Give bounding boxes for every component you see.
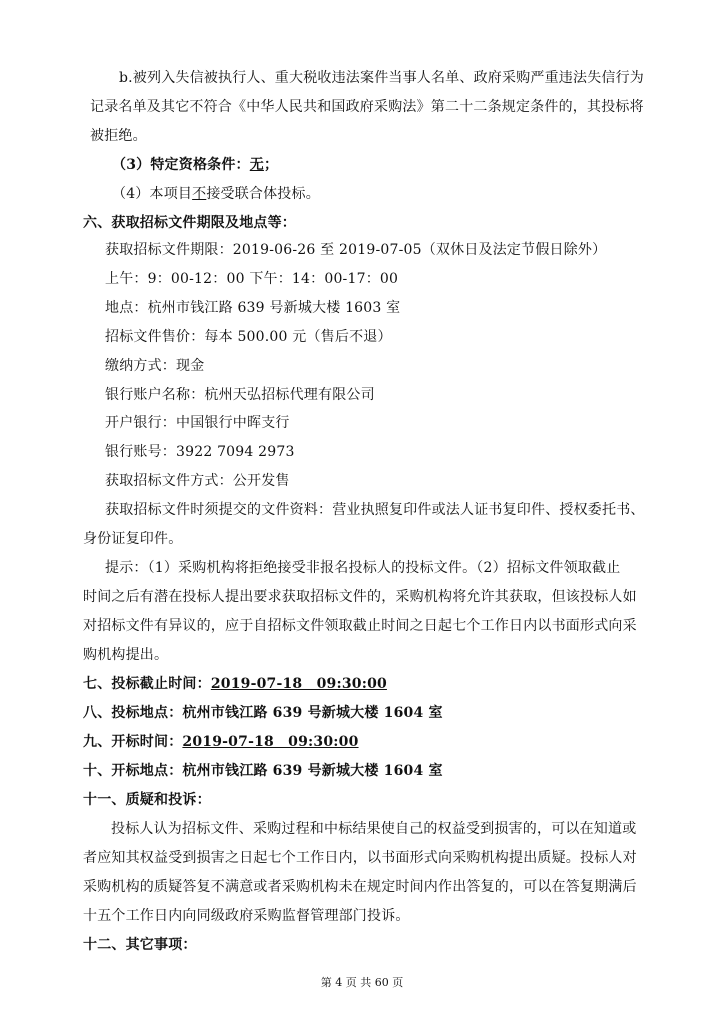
consortium-suffix: 接受联合体投标。	[206, 186, 320, 202]
tips-line4: 购机构提出。	[83, 647, 169, 663]
tips-line1: 提示：（1）采购机构将拒绝接受非报名投标人的投标文件。（2）招标文件领取截止	[105, 560, 621, 576]
opening-time	[83, 733, 359, 751]
complaint-line3: 采购机构的质疑答复不满意或者采购机构未在规定时间内作出答复的，可以在答复期满后	[83, 879, 637, 895]
office-hours: 上午：9：00-12：00 下午：14：00-17：00	[105, 271, 399, 287]
page-number-footer: 第 4 页 共 60 页	[320, 976, 404, 989]
bank-account-number: 银行账号：3922 7094 2973	[105, 444, 295, 460]
special-qualification-tail: ；	[263, 157, 279, 173]
para-b-line2: 记录名单及其它不符合《中华人民共和国政府采购法》第二十二条规定条件的，其投标将	[90, 99, 644, 115]
consortium-prefix: （4）本项目	[112, 186, 193, 202]
opening-time-value: 2019-07-18 09:30:00	[182, 734, 359, 750]
para-b-line3: 被拒绝。	[90, 128, 147, 144]
bid-location: 八、投标地点：杭州市钱江路 639 号新城大楼 1604 室	[83, 705, 443, 721]
para-b-line1: b.被列入失信被执行人、重大税收违法案件当事人名单、政府采购严重违法失信行为	[119, 70, 645, 86]
payment-method: 缴纳方式：现金	[105, 358, 205, 374]
bank-name: 开户银行：中国银行中晖支行	[105, 415, 290, 431]
opening-time-label: 九、开标时间：	[83, 734, 183, 750]
document-price: 招标文件售价：每本 500.00 元（售后不退）	[105, 329, 392, 345]
section-11-heading: 十一、质疑和投诉：	[83, 792, 211, 808]
acquisition-period: 获取招标文件期限：2019-06-26 至 2019-07-05（双休日及法定节假日除外）	[105, 242, 607, 258]
complaint-line4: 十五个工作日内向同级政府采购监督管理部门投诉。	[83, 908, 410, 924]
opening-location: 十、开标地点：杭州市钱江路 639 号新城大楼 1604 室	[83, 763, 443, 779]
special-qualification-label: （3）特定资格条件：	[112, 157, 250, 173]
complaint-line2: 者应知其权益受到损害之日起七个工作日内，以书面形式向采购机构提出质疑。投标人对	[83, 850, 637, 866]
bank-account-name: 银行账户名称：杭州天弘招标代理有限公司	[105, 387, 375, 403]
special-qualification	[112, 156, 278, 174]
bid-deadline-label: 七、投标截止时间：	[83, 676, 211, 692]
section-6-heading: 六、获取招标文件期限及地点等：	[83, 215, 296, 231]
complaint-line1: 投标人认为招标文件、采购过程和中标结果使自己的权益受到损害的，可以在知道或	[111, 821, 637, 837]
special-qualification-value: 无	[249, 157, 264, 173]
consortium-value: 不	[192, 186, 207, 202]
section-12-heading: 十二、其它事项：	[83, 937, 197, 953]
bid-deadline-value: 2019-07-18 09:30:00	[210, 676, 387, 692]
acquisition-location: 地点：杭州市钱江路 639 号新城大楼 1603 室	[105, 300, 401, 316]
acquisition-method: 获取招标文件方式：公开发售	[105, 473, 290, 489]
required-docs-line2: 身份证复印件。	[83, 531, 183, 547]
tips-line2: 时间之后有潜在投标人提出要求获取招标文件的，采购机构将允许其获取，但该投标人如	[83, 589, 637, 605]
consortium-note	[112, 185, 320, 203]
bid-deadline	[83, 675, 387, 693]
required-docs-line1: 获取招标文件时须提交的文件资料：营业执照复印件或法人证书复印件、授权委托书、	[105, 502, 645, 518]
tips-line3: 对招标文件有异议的，应于自招标文件领取截止时间之日起七个工作日内以书面形式向采	[83, 618, 637, 634]
